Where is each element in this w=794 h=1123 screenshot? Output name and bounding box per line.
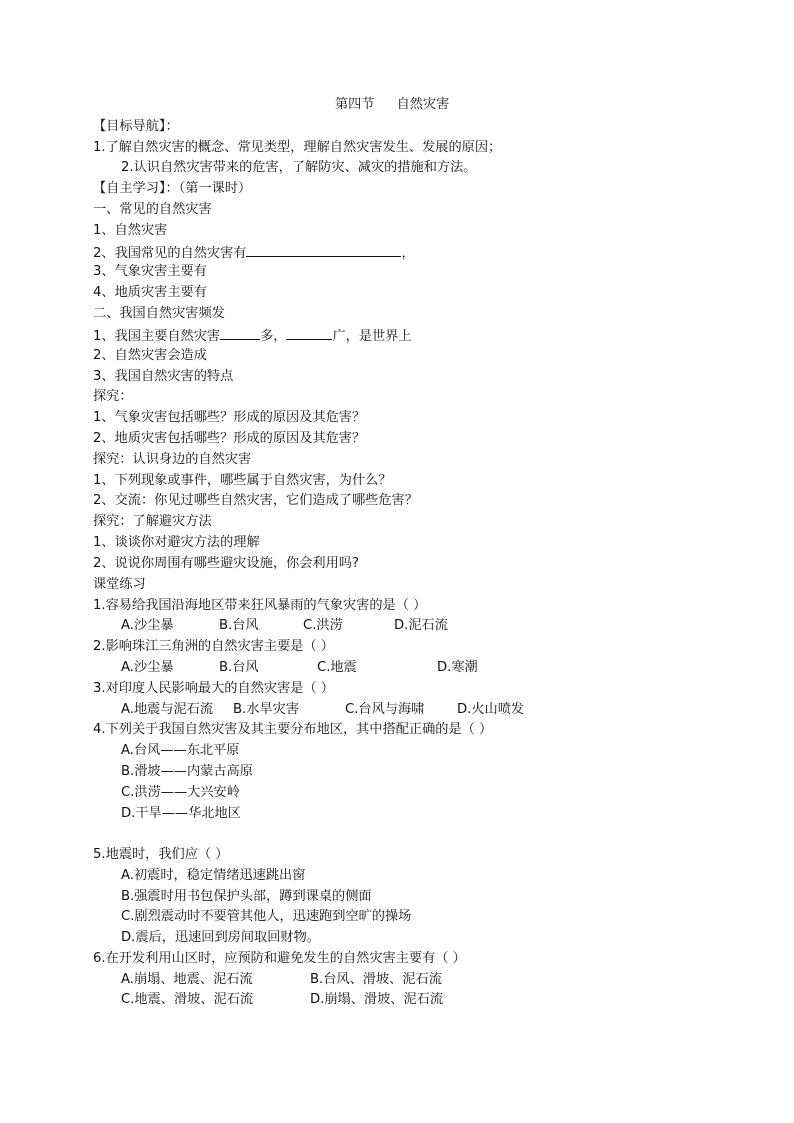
explore1-header: 探究： [93,389,133,404]
question-6-option-a[interactable]: A.崩塌、地震、泥石流 [121,972,253,987]
section2-line-1-c: 广，是世界上 [332,329,412,344]
answer-blank[interactable] [246,243,401,257]
section2-line-1-a: 1、我国主要自然灾害 [93,329,221,344]
question-3-option-b[interactable]: B.水旱灾害 [233,702,299,717]
explore3-question-1: 1、谈谈你对避灾方法的理解 [93,535,260,550]
question-1-stem: 1.容易给我国沿海地区带来狂风暴雨的气象灾害的是（ ） [93,598,427,613]
question-3-stem: 3.对印度人民影响最大的自然灾害是（ ） [93,681,334,696]
explore3-question-2: 2、说说你周围有哪些避灾设施，你会利用吗? [93,556,359,571]
section2-line-1 [93,326,412,346]
question-5-option-a[interactable]: A.初震时，稳定情绪迅速跳出窗 [121,868,306,883]
question-5-stem: 5.地震时，我们应（ ） [93,847,229,862]
answer-blank[interactable] [286,326,332,340]
section2-line-2: 2、自然灾害会造成 [93,348,207,363]
question-5-option-c[interactable]: C.剧烈震动时不要管其他人，迅速跑到空旷的操场 [121,909,412,924]
question-2-option-c[interactable]: C.地震 [317,660,357,675]
question-6-option-c[interactable]: C.地震、滑坡、泥石流 [121,992,254,1007]
question-1-option-a[interactable]: A.沙尘暴 [121,618,174,633]
question-5-option-b[interactable]: B.强震时用书包保护头部，蹲到课桌的侧面 [121,889,372,904]
section1-line-1: 1、自然灾害 [93,223,168,238]
question-4-option-d[interactable]: D.干旱——华北地区 [121,806,241,821]
title-topic: 自然灾害 [396,97,450,112]
question-1-option-b[interactable]: B.台风 [219,618,259,633]
question-4-option-c[interactable]: C.洪涝——大兴安岭 [121,785,240,800]
question-2-option-b[interactable]: B.台风 [219,660,259,675]
practice-header: 课堂练习 [93,577,146,592]
question-2-option-a[interactable]: A.沙尘暴 [121,660,174,675]
section1-line-4: 4、地质灾害主要有 [93,285,207,300]
goal-item-1: 1.了解自然灾害的概念、常见类型，理解自然灾害发生、发展的原因； [93,140,502,155]
question-6-option-b[interactable]: B.台风、滑坡、泥石流 [310,972,442,987]
question-4-option-b[interactable]: B.滑坡——内蒙古高原 [121,764,253,779]
question-6-stem: 6.在开发利用山区时，应预防和避免发生的自然灾害主要有（ ） [93,951,466,966]
explore1-question-1: 1、气象灾害包括哪些？形成的原因及其危害？ [93,410,366,425]
self-study-header: 【自主学习】：（第一课时） [93,181,252,196]
section1-line-2-suffix: ， [401,246,415,261]
question-1-option-d[interactable]: D.泥石流 [394,618,448,633]
section2-line-3: 3、我国自然灾害的特点 [93,369,234,384]
answer-blank[interactable] [220,326,260,340]
question-6-option-d[interactable]: D.崩塌、滑坡、泥石流 [310,992,444,1007]
explore2-question-2: 2、交流：你见过哪些自然灾害，它们造成了哪些危害？ [93,493,418,508]
section2-title: 二、我国自然灾害频发 [93,306,225,321]
section2-line-1-b: 多， [260,329,287,344]
question-4-stem: 4.下列关于我国自然灾害及其主要分布地区，其中搭配正确的是（ ） [93,722,493,737]
question-3-option-d[interactable]: D.火山喷发 [457,702,525,717]
explore2-question-1: 1、下列现象或事件，哪些属于自然灾害，为什么？ [93,473,392,488]
question-3-option-c[interactable]: C.台风与海啸 [345,702,425,717]
explore3-header: 探究：了解避灾方法 [93,514,212,529]
question-1-option-c[interactable]: C.洪涝 [303,618,343,633]
question-4-option-a[interactable]: A.台风——东北平原 [121,743,240,758]
explore1-question-2: 2、地质灾害包括哪些？形成的原因及其危害？ [93,431,366,446]
section1-title: 一、常见的自然灾害 [93,202,212,217]
title-section-number: 第四节 [335,97,375,112]
question-2-stem: 2.影响珠江三角洲的自然灾害主要是（ ） [93,639,334,654]
page-title [335,96,449,114]
section1-line-2-prefix: 2、我国常见的自然灾害有 [93,246,247,261]
section1-line-3: 3、气象灾害主要有 [93,264,207,279]
goals-header: 【目标导航】： [93,119,179,134]
section1-line-2 [93,243,415,263]
question-5-option-d[interactable]: D.震后，迅速回到房间取回财物。 [121,930,320,945]
question-3-option-a[interactable]: A.地震与泥石流 [121,702,214,717]
explore2-header: 探究：认识身边的自然灾害 [93,452,252,467]
goal-item-2: 2.认识自然灾害带来的危害，了解防灾、减灾的措施和方法。 [121,160,477,175]
question-2-option-d[interactable]: D.寒潮 [437,660,478,675]
